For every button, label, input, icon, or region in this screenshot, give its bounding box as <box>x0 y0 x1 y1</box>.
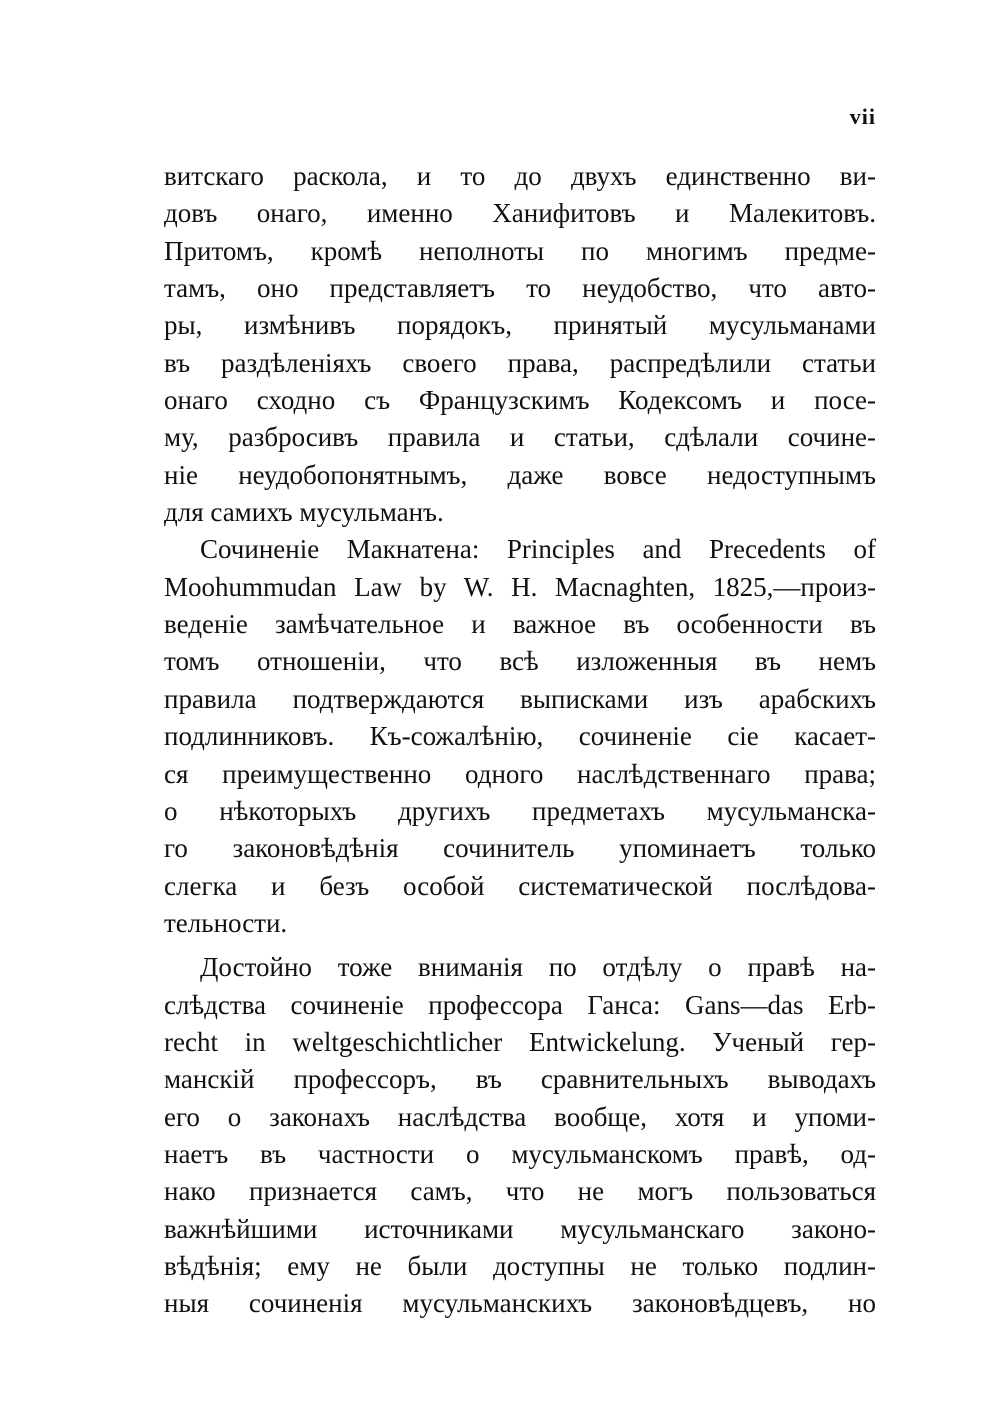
text-line: слегка и безъ особой систематической послѣдова- <box>164 870 876 901</box>
text-line: ныя сочиненія мусульманскихъ законовѣдцевъ, но <box>164 1288 876 1319</box>
text-line: Moohummudan Law by W. H. Macnaghten, 1825,—произ- <box>164 571 876 602</box>
text-line: ры, измѣнивъ порядокъ, принятый мусульманами <box>164 310 876 341</box>
paragraph-3 <box>164 949 876 1322</box>
text-line: му, разбросивъ правила и статьи, сдѣлали сочине- <box>164 422 876 453</box>
page-number: vii <box>849 104 876 129</box>
text-line: манскій профессоръ, въ сравнительныхъ выводахъ <box>164 1064 876 1095</box>
text-line: слѣдства сочиненіе профессора Ганса: Gans—das Erb- <box>164 989 876 1020</box>
text-line: онаго сходно съ Французскимъ Кодексомъ и посе- <box>164 385 876 416</box>
text-line: томъ отношеніи, что всѣ изложенныя въ немъ <box>164 646 876 677</box>
text-line: подлинниковъ. Къ-сожалѣнію, сочиненіе сіе касает- <box>164 721 876 752</box>
text-line: нако признается самъ, что не могъ пользоваться <box>164 1176 876 1207</box>
text-line: наетъ въ частности о мусульманскомъ правѣ, од- <box>164 1138 876 1169</box>
text-line: правила подтверждаются выписками изъ арабскихъ <box>164 683 876 714</box>
body-text <box>164 158 876 1323</box>
text-line: въ раздѣленіяхъ своего права, распредѣлили статьи <box>164 347 876 378</box>
text-line: о нѣкоторыхъ другихъ предметахъ мусульманска- <box>164 795 876 826</box>
text-line: тамъ, оно представляетъ то неудобство, что авто- <box>164 273 876 304</box>
paragraph-spacer <box>164 942 876 949</box>
text-line: recht in weltgeschichtlicher Entwickelung. Ученый гер- <box>164 1026 876 1057</box>
paragraph-1 <box>164 158 876 531</box>
text-line: его о законахъ наслѣдства вообще, хотя и упоми- <box>164 1101 876 1132</box>
text-line: Сочиненіе Макнатена: Principles and Precedents of <box>200 534 876 565</box>
text-line: вѣдѣнія; ему не были доступны не только подлин- <box>164 1250 876 1281</box>
paragraph-2 <box>164 531 876 942</box>
text-line: го законовѣдѣнія сочинитель упоминаетъ только <box>164 833 876 864</box>
text-line: для самихъ мусульманъ. <box>164 497 444 528</box>
text-line: важнѣйшими источниками мусульманскаго законо- <box>164 1213 876 1244</box>
text-line: довъ онаго, именно Ханифитовъ и Малекитовъ. <box>164 198 876 229</box>
text-line: веденіе замѣчательное и важное въ особенности въ <box>164 609 876 640</box>
text-line: витскаго раскола, и то до двухъ единственно ви- <box>164 161 876 191</box>
text-line: ніе неудобопонятнымъ, даже вовсе недоступнымъ <box>164 459 876 490</box>
text-line: Достойно тоже вниманія по отдѣлу о правѣ на- <box>200 952 876 983</box>
text-line: тельности. <box>164 907 288 938</box>
text-line: Притомъ, кромѣ неполноты по многимъ предме- <box>164 235 876 266</box>
text-line: ся преимущественно одного наслѣдственнаго права; <box>164 758 876 789</box>
